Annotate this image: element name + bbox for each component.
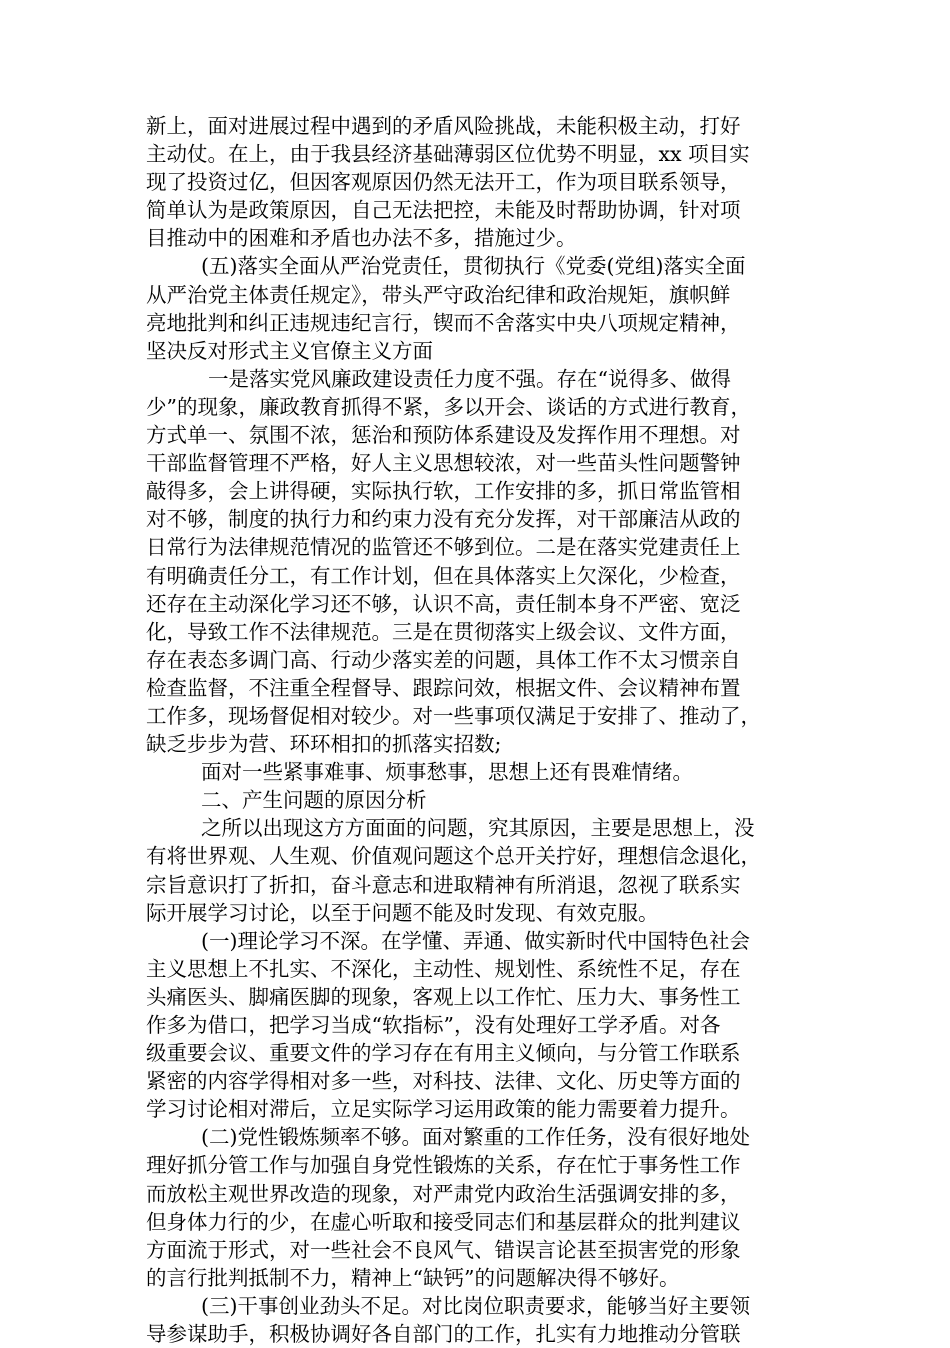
document-body — [146, 112, 826, 1348]
text-line: (一)理论学习不深。在学懂、弄通、做实新时代中国特色社会 — [201, 928, 750, 953]
text-line: 而放松主观世界改造的现象，对严肃党内政治生活强调安排的多， — [146, 1181, 741, 1206]
text-line: 日常行为法律规范情况的监管还不够到位。二是在落实党建责任上 — [146, 535, 741, 560]
text-line: 目推动中的困难和矛盾也办法不多，措施过少。 — [146, 226, 577, 251]
text-line: 化，导致工作不法律规范。三是在贯彻落实上级会议、文件方面， — [146, 619, 741, 644]
text-line: 方面流于形式，对一些社会不良风气、错误言论甚至损害党的形象 — [146, 1237, 741, 1262]
text-line: 主动仗。在上，由于我县经济基础薄弱区位优势不明显，xx 项目实 — [146, 142, 750, 167]
text-line: 敲得多，会上讲得硬，实际执行软，工作安排的多，抓日常监管相 — [146, 479, 741, 504]
text-line: 主义思想上不扎实、不深化，主动性、规划性、系统性不足，存在 — [146, 956, 741, 981]
text-line: 作多为借口，把学习当成“软指标”，没有处理好工学矛盾。对各 — [146, 1013, 721, 1037]
text-line: 对不够，制度的执行力和约束力没有充分发挥，对干部廉洁从政的 — [146, 507, 741, 532]
text-line: 检查监督，不注重全程督导、跟踪问效，根据文件、会议精神布置 — [146, 675, 741, 700]
text-line: (二)党性锻炼频率不够。面对繁重的工作任务，没有很好地处 — [201, 1125, 750, 1150]
text-line: 的言行批判抵制不力，精神上“缺钙”的问题解决得不够好。 — [146, 1265, 680, 1290]
text-line: 学习讨论相对滞后，立足实际学习运用政策的能力需要着力提升。 — [146, 1097, 741, 1122]
text-line: 之所以出现这方方面面的问题，究其原因，主要是思想上，没 — [201, 816, 755, 841]
text-line: 但身体力行的少，在虚心听取和接受同志们和基层群众的批判建议 — [146, 1209, 741, 1234]
text-line: 亮地批判和纠正违规违纪言行，锲而不舍落实中央八项规定精神， — [146, 310, 741, 335]
text-line: (三)干事创业劲头不足。对比岗位职责要求，能够当好主要领 — [201, 1293, 750, 1318]
text-line: 一是落实党风廉政建设责任力度不强。存在“说得多、做得 — [208, 366, 731, 391]
text-line: 级重要会议、重要文件的学习存在有用主义倾向，与分管工作联系 — [146, 1041, 741, 1066]
text-line: 缺乏步步为营、环环相扣的抓落实招数; — [146, 732, 502, 757]
text-line: 面对一些紧事难事、烦事愁事，思想上还有畏难情绪。 — [201, 760, 693, 785]
text-line: 头痛医头、脚痛医脚的现象，客观上以工作忙、压力大、事务性工 — [146, 984, 741, 1009]
text-line: 现了投资过亿，但因客观原因仍然无法开工，作为项目联系领导， — [146, 170, 741, 195]
text-line: 简单认为是政策原因，自己无法把控，未能及时帮助协调，针对项 — [146, 198, 741, 223]
text-line: 还存在主动深化学习还不够，认识不高，责任制本身不严密、宽泛 — [146, 591, 741, 616]
text-line: 际开展学习讨论，以至于问题不能及时发现、有效克服。 — [146, 900, 659, 925]
text-line: 新上，面对进展过程中遇到的矛盾风险挑战，未能积极主动，打好 — [146, 114, 741, 138]
text-line: 工作多，现场督促相对较少。对一些事项仅满足于安排了、推动了， — [146, 703, 761, 728]
text-line: 方式单一、氛围不浓，惩治和预防体系建设及发挥作用不理想。对 — [146, 423, 741, 448]
text-line: 紧密的内容学得相对多一些，对科技、法律、文化、历史等方面的 — [146, 1069, 741, 1094]
text-line: 从严治党主体责任规定》，带头严守政治纪律和政治规矩，旗帜鲜 — [146, 282, 731, 307]
text-line: 存在表态多调门高、行动少落实差的问题，具体工作不太习惯亲自 — [146, 647, 741, 672]
text-line: 理好抓分管工作与加强自身党性锻炼的关系，存在忙于事务性工作 — [146, 1153, 741, 1178]
text-line: 有将世界观、人生观、价值观问题这个总开关拧好，理想信念退化， — [146, 844, 761, 869]
text-line: 宗旨意识打了折扣，奋斗意志和进取精神有所消退，忽视了联系实 — [146, 872, 741, 897]
text-line: 导参谋助手，积极协调好各自部门的工作，扎实有力地推动分管联 — [146, 1322, 741, 1347]
text-line: 有明确责任分工，有工作计划，但在具体落实上欠深化，少检查， — [146, 563, 741, 588]
text-line: 二、产生问题的原因分析 — [201, 788, 427, 813]
text-line: 少”的现象，廉政教育抓得不紧，多以开会、谈话的方式进行教育， — [146, 394, 751, 419]
text-line: 干部监督管理不严格，好人主义思想较浓，对一些苗头性问题警钟 — [146, 451, 741, 476]
text-line: 坚决反对形式主义官僚主义方面 — [146, 338, 433, 363]
text-line: (五)落实全面从严治党责任，贯彻执行《党委(党组)落实全面 — [201, 254, 746, 279]
